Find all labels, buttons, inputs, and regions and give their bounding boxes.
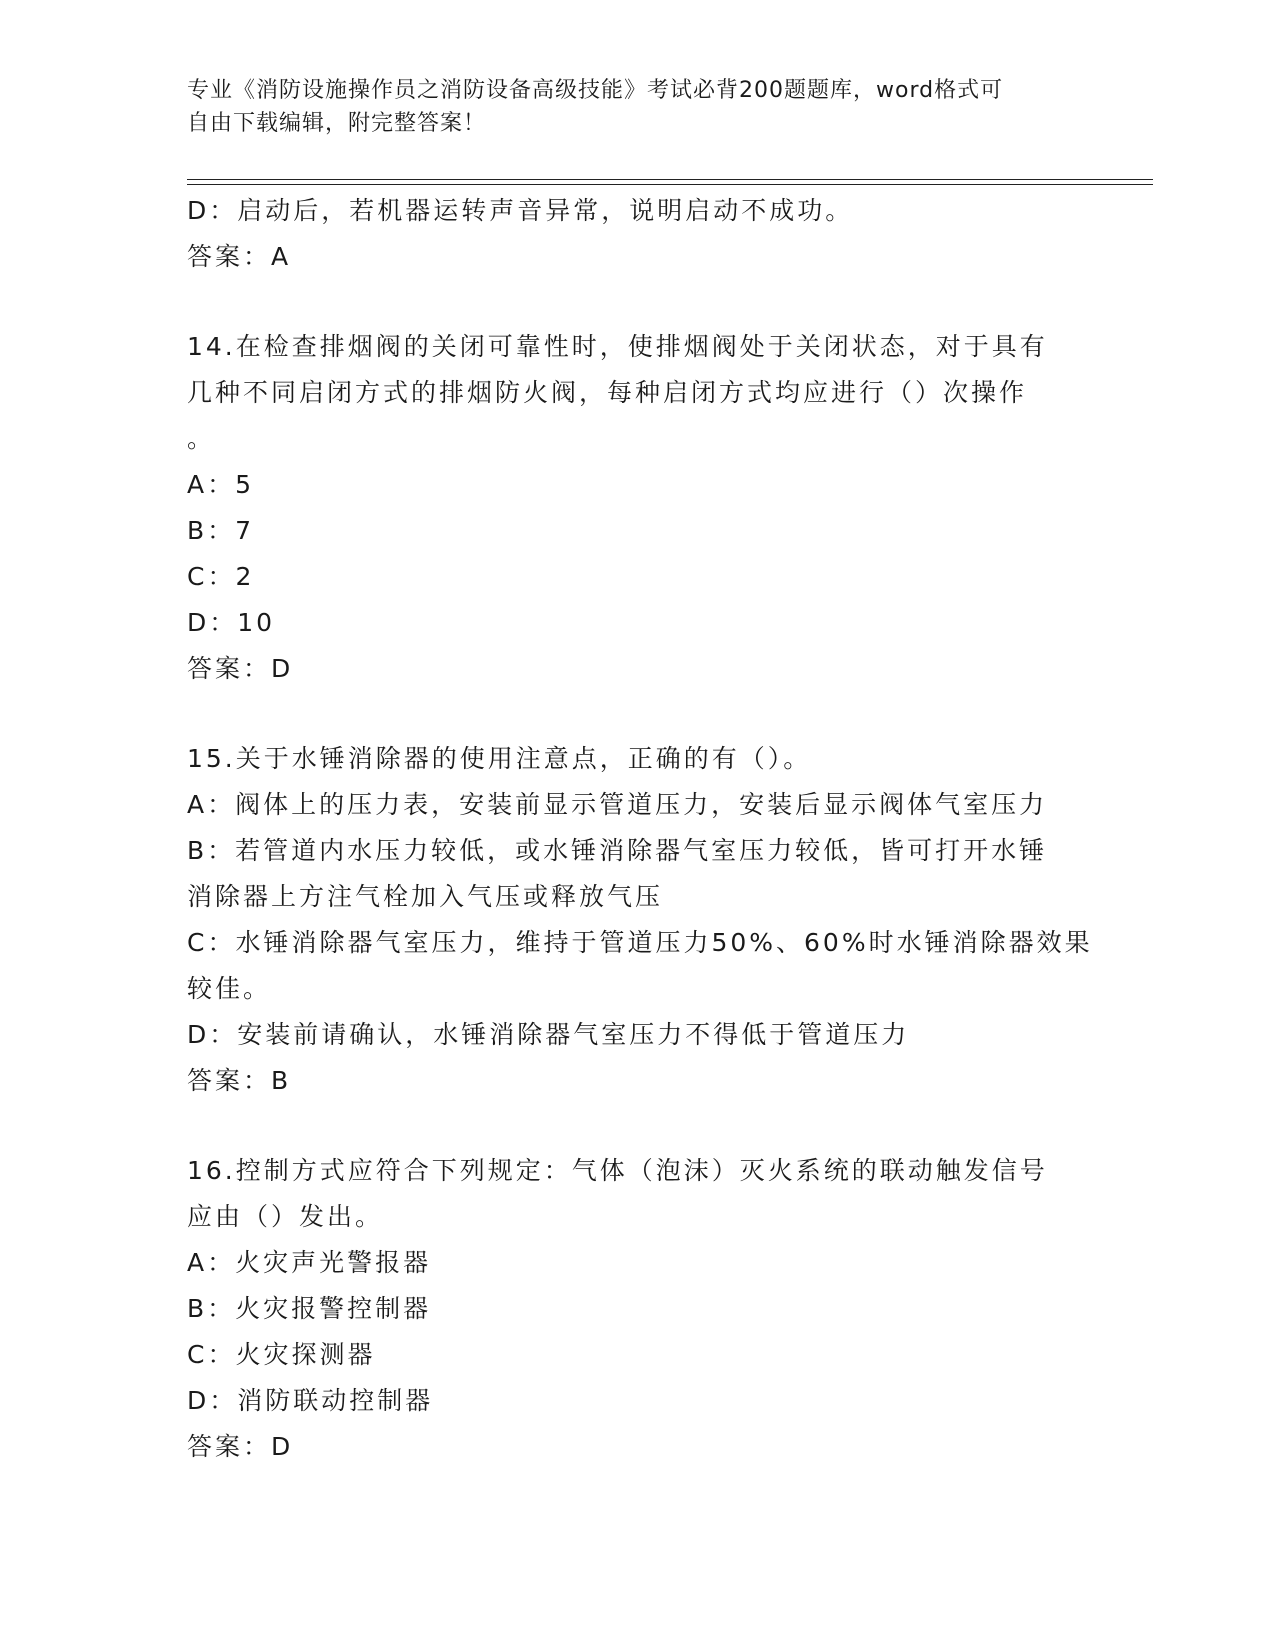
answer: 答案：D: [187, 1432, 294, 1461]
prev-option-d: D：启动后，若机器运转声音异常，说明启动不成功。: [187, 196, 854, 225]
question-stem-line: 几种不同启闭方式的排烟防火阀，每种启闭方式均应进行（）次操作: [187, 378, 1028, 407]
option-c: C：水锤消除器气室压力，维持于管道压力50%、60%时水锤消除器效果: [187, 928, 1093, 957]
option-b: B：7: [187, 516, 255, 545]
question-15: [187, 736, 1093, 1104]
prev-answer: 答案：A: [187, 242, 292, 271]
option-b-continued: 消除器上方注气栓加入气压或释放气压: [187, 882, 664, 911]
option-c: C：2: [187, 562, 255, 591]
question-stem-line: 15.关于水锤消除器的使用注意点，正确的有（）。: [187, 744, 812, 773]
option-d: D：10: [187, 608, 276, 637]
option-a: A：火灾声光警报器: [187, 1248, 432, 1277]
header-divider-bottom: [187, 184, 1153, 185]
option-d: D：消防联动控制器: [187, 1386, 434, 1415]
option-a: A：5: [187, 470, 255, 499]
answer: 答案：B: [187, 1066, 292, 1095]
option-c-continued: 较佳。: [187, 974, 272, 1003]
question-stem-line: 应由（）发出。: [187, 1202, 384, 1231]
question-stem-line: 16.控制方式应符合下列规定：气体（泡沫）灭火系统的联动触发信号: [187, 1156, 1048, 1185]
spacer: [187, 692, 1087, 736]
question-stem-line: 14.在检查排烟阀的关闭可靠性时，使排烟阀处于关闭状态，对于具有: [187, 332, 1048, 361]
spacer: [187, 1104, 1087, 1148]
header-line-2: 自由下载编辑，附完整答案！: [187, 111, 487, 136]
option-d: D：安装前请确认，水锤消除器气室压力不得低于管道压力: [187, 1020, 910, 1049]
option-a: A：阀体上的压力表，安装前显示管道压力，安装后显示阀体气室压力: [187, 790, 1048, 819]
document-header: [187, 74, 1087, 140]
question-stem-line: 。: [187, 424, 216, 453]
option-b: B：若管道内水压力较低，或水锤消除器气室压力较低，皆可打开水锤: [187, 836, 1048, 865]
header-divider-top: [187, 179, 1153, 180]
question-16: [187, 1148, 1087, 1470]
question-content: [187, 188, 1093, 1470]
answer: 答案：D: [187, 654, 294, 683]
header-line-1: 专业《消防设施操作员之消防设备高级技能》考试必背200题题库，word格式可: [187, 78, 1004, 103]
question-14: [187, 324, 1087, 692]
option-c: C：火灾探测器: [187, 1340, 376, 1369]
spacer: [187, 280, 1087, 324]
option-b: B：火灾报警控制器: [187, 1294, 432, 1323]
